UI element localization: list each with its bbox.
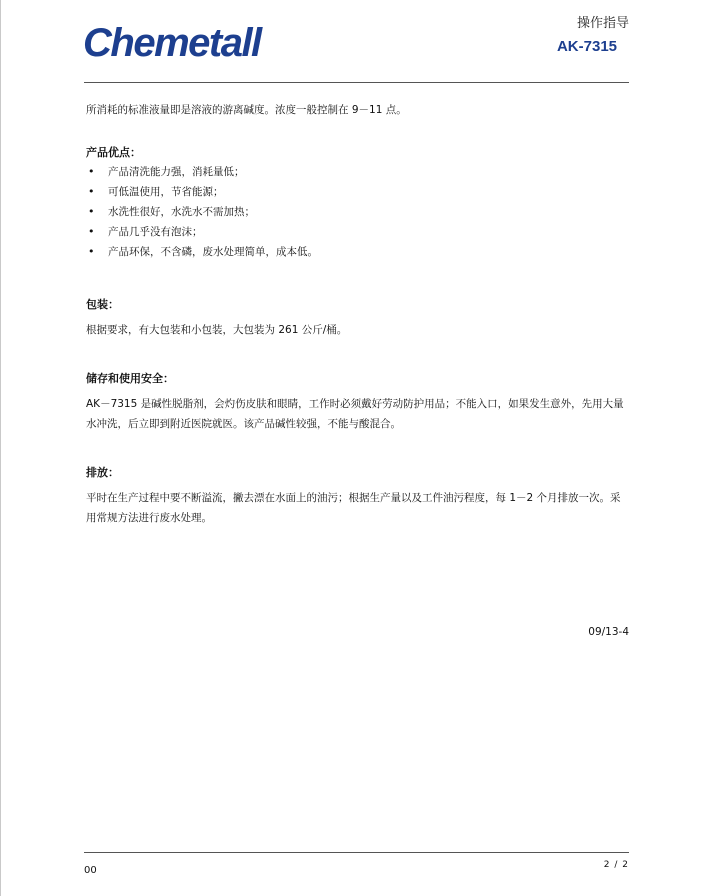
list-item: • 产品清洗能力强，消耗量低； bbox=[86, 162, 631, 182]
intro-paragraph: 所消耗的标准液量即是溶液的游离碱度。浓度一般控制在 9－11 点。 bbox=[86, 104, 407, 116]
list-item: • 可低温使用，节省能源； bbox=[86, 182, 631, 202]
list-item: • 产品几乎没有泡沫； bbox=[86, 222, 631, 242]
discharge-text: 平时在生产过程中要不断溢流，撇去漂在水面上的油污；根据生产量以及工件油污程度，每 1－2 个月排放一次。采用常规方法进行废水处理。 bbox=[86, 492, 621, 524]
advantages-heading: 产品优点： bbox=[86, 146, 141, 159]
header-divider bbox=[84, 82, 629, 83]
packaging-heading: 包装： bbox=[86, 298, 119, 311]
document-code: AK-7315 bbox=[556, 38, 617, 55]
document-type: 操作指导 bbox=[576, 16, 629, 31]
company-logo: Chemetall bbox=[83, 21, 261, 65]
packaging-text: 根据要求，有大包装和小包装，大包装为 261 公斤/桶。 bbox=[86, 324, 348, 336]
list-item: • 产品环保，不含磷，废水处理简单，成本低。 bbox=[86, 242, 631, 262]
list-item: • 水洗性很好，水洗水不需加热； bbox=[86, 202, 631, 222]
footer-divider bbox=[84, 852, 629, 853]
page-number: 2 / 2 bbox=[603, 860, 629, 870]
page-edge bbox=[0, 0, 1, 896]
advantages-list bbox=[86, 162, 631, 262]
discharge-heading: 排放： bbox=[86, 466, 119, 479]
document-body bbox=[86, 100, 631, 528]
storage-heading: 储存和使用安全： bbox=[86, 372, 174, 385]
version-code: 09/13-4 bbox=[588, 626, 629, 638]
storage-text: AK－7315 是碱性脱脂剂，会灼伤皮肤和眼睛，工作时必须戴好劳动防护用品；不能入口，如果发生意外，先用大量水冲洗，后立即到附近医院就医。该产品碱性较强，不能与酸混合。 bbox=[86, 398, 624, 430]
footer-left-text: 00 bbox=[84, 865, 97, 876]
